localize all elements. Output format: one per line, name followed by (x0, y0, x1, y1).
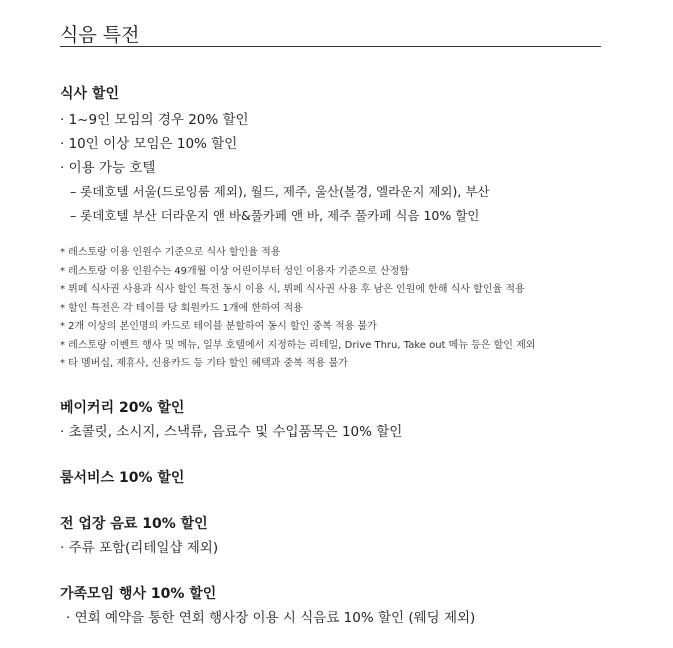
dining-hotel-item: – 롯데호텔 부산 더라운지 앤 바&풀카페 앤 바, 제주 풀카페 식음 10% 할인 (70, 208, 480, 223)
dining-note: * 2개 이상의 본인명의 카드로 테이블 분할하여 동시 할인 중복 적용 불가 (60, 321, 377, 332)
dining-hotel-item: – 롯데호텔 서울(드로잉룸 제외), 월드, 제주, 울산(볼경, 엘라운지 제외), 부산 (70, 184, 490, 199)
dining-bullet-hotels: · 이용 가능 호텔 (60, 160, 156, 176)
dining-note: * 레스토랑 이벤트 행사 및 메뉴, 일부 호텔에서 지정하는 리테일, Drive Thru, Take out 메뉴 등은 할인 제외 (60, 339, 536, 351)
dining-note: * 할인 특전은 각 테이블 당 회원카드 1개에 한하여 적용 (60, 302, 303, 314)
dining-note: * 레스토랑 이용 인원수는 49개월 이상 어린이부터 성인 이용자 기준으로 산정함 (60, 265, 409, 277)
page-title: 식음 특전 (60, 24, 140, 46)
bakery-heading: 베이커리 20% 할인 (60, 400, 185, 416)
beverage-heading: 전 업장 음료 10% 할인 (60, 516, 208, 532)
dining-bullet-large-group: · 10인 이상 모임은 10% 할인 (60, 136, 238, 152)
bakery-section (60, 398, 605, 444)
family-event-heading: 가족모임 행사 10% 할인 (60, 586, 217, 602)
title-divider (60, 46, 601, 47)
dining-note: * 타 멤버십, 제휴사, 신용카드 등 기타 할인 혜택과 중복 적용 불가 (60, 358, 348, 369)
family-event-section (60, 584, 605, 630)
dining-bullet-small-group: · 1~9인 모임의 경우 20% 할인 (60, 112, 249, 128)
bakery-bullet: · 초콜릿, 소시지, 스낵류, 음료수 및 수입품목은 10% 할인 (60, 424, 403, 440)
dining-section (60, 84, 605, 228)
dining-note: * 뷔페 식사권 사용과 식사 할인 특전 동시 이용 시, 뷔페 식사권 사용 후 남은 인원에 한해 식사 할인율 적용 (60, 284, 525, 295)
dining-note: * 레스토랑 이용 인원수 기준으로 식사 할인율 적용 (60, 247, 281, 258)
dining-notes (60, 244, 605, 374)
beverage-section (60, 514, 605, 560)
room-service-section (60, 468, 605, 488)
family-event-bullet: · 연회 예약을 통한 연회 행사장 이용 시 식음료 10% 할인 (웨딩 제외) (66, 610, 476, 626)
beverage-bullet: · 주류 포함(리테일샵 제외) (60, 540, 219, 556)
room-service-heading: 룸서비스 10% 할인 (60, 470, 185, 486)
dining-heading: 식사 할인 (60, 86, 119, 102)
